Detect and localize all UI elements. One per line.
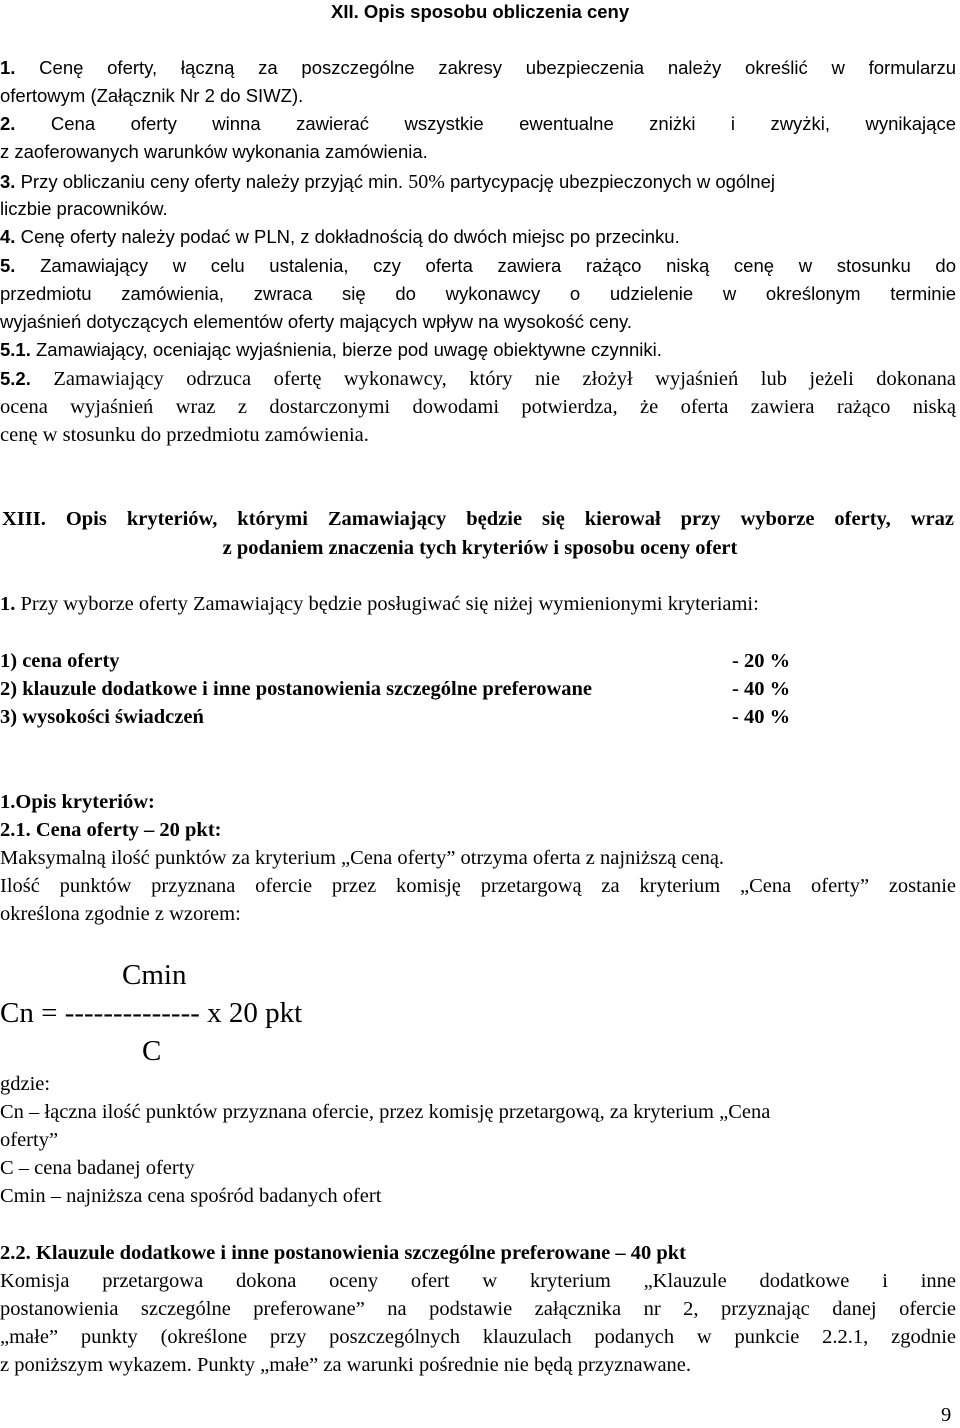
- criterion-2-2-line2: postanowienia szczególne preferowane” na podstawie załącznika nr 2, przyznając danej ofercie: [0, 1298, 956, 1320]
- section-12-title: XII. Opis sposobu obliczenia ceny: [331, 1, 630, 22]
- criterion-2-label: 2) klauzule dodatkowe i inne postanowienia szczególne preferowane: [0, 678, 593, 700]
- paragraph-1-line2: ofertowym (Załącznik Nr 2 do SIWZ).: [0, 85, 304, 106]
- criterion-2-1-line1: Maksymalną ilość punktów za kryterium „Cena oferty” otrzyma oferta z najniższą ceną.: [0, 847, 725, 869]
- criterion-1-label: 1) cena oferty: [0, 650, 120, 672]
- definition-cn-line1: Cn – łączna ilość punktów przyznana ofercie, przez komisję przetargową, za kryterium „Cena: [0, 1101, 771, 1123]
- criterion-2-1-line3: określona zgodnie z wzorem:: [0, 903, 241, 925]
- formula-denominator: C: [142, 1035, 162, 1067]
- formula-numerator: Cmin: [122, 959, 187, 991]
- section-13-title-line1: XIII. Opis kryteriów, którymi Zamawiający będzie się kierował przy wyborze oferty, wraz: [2, 508, 954, 530]
- criterion-2-1-heading: 2.1. Cena oferty – 20 pkt:: [0, 819, 222, 841]
- paragraph-5-line2: przedmiotu zamówienia, zwraca się do wykonawcy o udzielenie w określonym terminie: [0, 283, 956, 304]
- paragraph-3-number: 3.: [0, 171, 16, 192]
- paragraph-5-2-line2: ocena wyjaśnień wraz z dostarczonymi dowodami potwierdza, że oferta zawiera rażąco niską: [0, 396, 956, 418]
- criterion-2-2-heading: 2.2. Klauzule dodatkowe i inne postanowienia szczególne preferowane – 40 pkt: [0, 1242, 686, 1264]
- paragraph-5-2-line1: 5.2. Zamawiający odrzuca ofertę wykonawcy, który nie złożył wyjaśnień lub jeżeli dokonana: [0, 368, 957, 390]
- paragraph-5-2-line3: cenę w stosunku do przedmiotu zamówienia.: [0, 424, 369, 446]
- paragraph-2-number: 2.: [0, 113, 16, 134]
- criterion-2-weight: - 40 %: [732, 678, 791, 700]
- paragraph-1-number: 1.: [0, 57, 16, 78]
- criteria-intro-number: 1.: [0, 593, 16, 615]
- paragraph-4: 4. Cenę oferty należy podać w PLN, z dokładnością do dwóch miejsc po przecinku.: [0, 226, 680, 247]
- where-label: gdzie:: [0, 1073, 51, 1095]
- paragraph-5-number: 5.: [0, 255, 16, 276]
- criteria-description-heading: 1.Opis kryteriów:: [0, 791, 155, 813]
- paragraph-1-line1: 1. Cenę oferty, łączną za poszczególne zakresy ubezpieczenia należy określić w formularzu: [0, 57, 956, 78]
- paragraph-5-1: 5.1. Zamawiający, oceniając wyjaśnienia, bierze pod uwagę obiektywne czynniki.: [0, 339, 662, 360]
- criterion-2-2-line1: Komisja przetargowa dokona oceny ofert w kryterium „Klauzule dodatkowe i inne: [0, 1270, 956, 1292]
- definition-cmin: Cmin – najniższa cena spośród badanych ofert: [0, 1185, 382, 1207]
- paragraph-3-line1: 3. Przy obliczaniu ceny oferty należy przyjąć min. 50% partycypację ubezpieczonych w ogólnej: [0, 171, 775, 193]
- paragraph-5-line1: 5. Zamawiający w celu ustalenia, czy oferta zawiera rażąco niską cenę w stosunku do: [0, 255, 956, 276]
- paragraph-5-1-number: 5.1.: [0, 339, 31, 360]
- paragraph-3-line2: liczbie pracowników.: [0, 198, 168, 219]
- criterion-2-1-line2: Ilość punktów przyznana ofercie przez komisję przetargową za kryterium „Cena oferty” zostanie: [0, 875, 956, 897]
- criteria-intro: 1. Przy wyborze oferty Zamawiający będzie posługiwać się niżej wymienionymi kryteriami:: [0, 593, 759, 615]
- criterion-2-2-line3: „małe” punkty (określone przy poszczególnych klauzulach podanych w punkcie 2.2.1, zgodnie: [0, 1326, 956, 1348]
- criterion-3-weight: - 40 %: [732, 706, 791, 728]
- paragraph-5-2-number: 5.2.: [0, 368, 31, 389]
- paragraph-5-line3: wyjaśnień dotyczących elementów oferty mających wpływ na wysokość ceny.: [0, 311, 632, 332]
- definition-c: C – cena badanej oferty: [0, 1157, 195, 1179]
- paragraph-4-number: 4.: [0, 226, 16, 247]
- paragraph-2-line2: z zaoferowanych warunków wykonania zamówienia.: [0, 141, 428, 162]
- definition-cn-line2: oferty”: [0, 1129, 59, 1151]
- section-13-title-line2: z podaniem znaczenia tych kryteriów i sposobu oceny ofert: [222, 537, 738, 559]
- criterion-2-2-line4: z poniższym wykazem. Punkty „małe” za warunki pośrednie nie będą przyznawane.: [0, 1354, 692, 1376]
- page-number: 9: [941, 1404, 952, 1426]
- criterion-3-label: 3) wysokości świadczeń: [0, 706, 204, 728]
- formula-main: Cn = -------------- x 20 pkt: [0, 997, 303, 1029]
- criterion-1-weight: - 20 %: [732, 650, 791, 672]
- paragraph-2-line1: 2. Cena oferty winna zawierać wszystkie ewentualne zniżki i zwyżki, wynikające: [0, 113, 956, 134]
